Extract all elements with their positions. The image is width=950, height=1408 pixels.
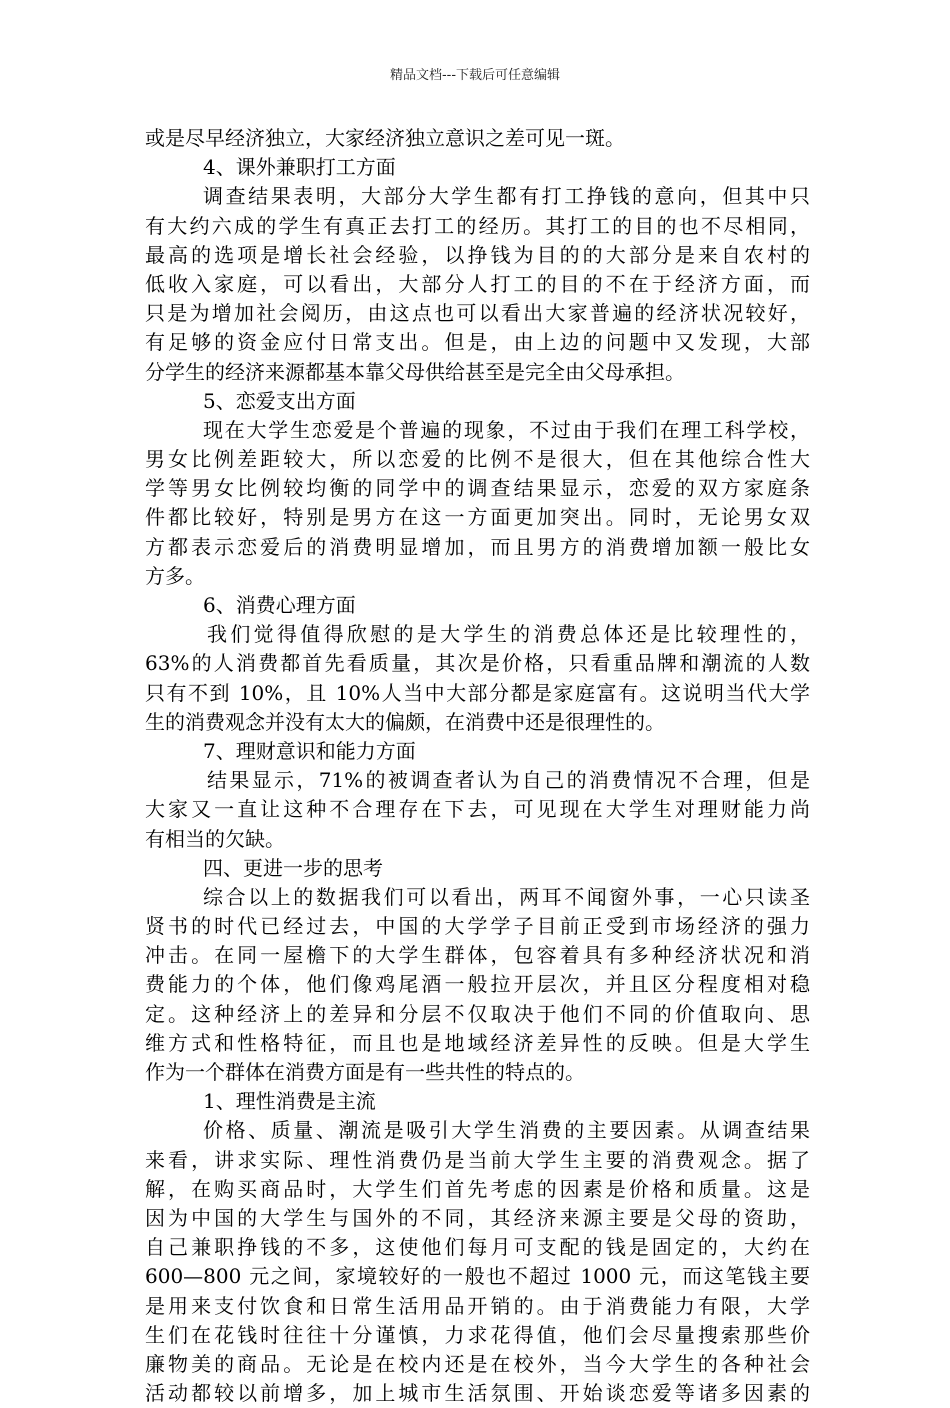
text-line: 只是为增加社会阅历，由这点也可以看出大家普遍的经济状况较好，: [145, 301, 810, 326]
text-line: 大家又一直让这种不合理存在下去，可见现在大学生对理财能力尚: [145, 797, 810, 822]
text-line: 63%的人消费都首先看质量，其次是价格，只看重品牌和潮流的人数: [145, 651, 810, 676]
text-line: 分学生的经济来源都基本靠父母供给甚至是完全由父母承担。: [145, 359, 685, 384]
text-line: 综合以上的数据我们可以看出，两耳不闻窗外事，一心只读圣: [203, 884, 810, 909]
text-line: 定。这种经济上的差异和分层不仅取决于他们不同的价值取向、思: [145, 1001, 810, 1026]
text-line: 调查结果表明，大部分大学生都有打工挣钱的意向，但其中只: [203, 184, 810, 209]
text-line: 结果显示，71%的被调查者认为自己的消费情况不合理，但是: [207, 768, 810, 793]
text-line: 生们在花钱时往往十分谨慎，力求花得值，他们会尽量搜索那些价: [145, 1322, 810, 1347]
text-line: 有大约六成的学生有真正去打工的经历。其打工的目的也不尽相同，: [145, 213, 810, 238]
text-line: 生的消费观念并没有太大的偏颇，在消费中还是很理性的。: [145, 709, 665, 734]
text-line: 活动都较以前增多，加上城市生活氛围、开始谈恋爱等诸多因素的: [145, 1381, 810, 1406]
text-line: 有足够的资金应付日常支出。但是，由上边的问题中又发现，大部: [145, 330, 810, 355]
document-body: [145, 124, 810, 1408]
text-line: 最高的选项是增长社会经验，以挣钱为目的的大部分是来自农村的: [145, 242, 810, 267]
text-line: 价格、质量、潮流是吸引大学生消费的主要因素。从调查结果: [203, 1118, 810, 1143]
text-line: 只有不到 10%，且 10%人当中大部分都是家庭富有。这说明当代大学: [145, 680, 810, 705]
text-line: 现在大学生恋爱是个普遍的现象，不过由于我们在理工科学校，: [203, 417, 810, 442]
text-line: 低收入家庭，可以看出，大部分人打工的目的不在于经济方面，而: [145, 271, 810, 296]
text-line: 600—800 元之间，家境较好的一般也不超过 1000 元，而这笔钱主要: [145, 1264, 810, 1289]
section-heading: 1、理性消费是主流: [203, 1089, 376, 1114]
text-line: 作为一个群体在消费方面是有一些共性的特点的。: [145, 1060, 585, 1084]
section-heading: 5、恋爱支出方面: [203, 388, 356, 413]
text-line: 廉物美的商品。无论是在校内还是在校外，当今大学生的各种社会: [145, 1351, 810, 1376]
text-line: 冲击。在同一屋檐下的大学生群体，包容着具有多种经济状况和消: [145, 943, 810, 968]
text-line: 费能力的个体，他们像鸡尾酒一般拉开层次，并且区分程度相对稳: [145, 972, 810, 997]
text-line: 是用来支付饮食和日常生活用品开销的。由于消费能力有限，大学: [145, 1293, 810, 1318]
text-line: 维方式和性格特征，而且也是地域经济差异性的反映。但是大学生: [145, 1030, 810, 1055]
text-line: 来看，讲求实际、理性消费仍是当前大学生主要的消费观念。据了: [145, 1147, 810, 1172]
text-line: 方都表示恋爱后的消费明显增加，而且男方的消费增加额一般比女: [145, 534, 810, 559]
text-line: 男女比例差距较大，所以恋爱的比例不是很大，但在其他综合性大: [145, 447, 810, 472]
section-heading: 6、消费心理方面: [203, 593, 356, 617]
page-header: 精品文档---下载后可任意编辑: [389, 68, 561, 83]
text-line: 学等男女比例较均衡的同学中的调查结果显示，恋爱的双方家庭条: [145, 476, 810, 501]
text-line: 自己兼职挣钱的不多，这使他们每月可支配的钱是固定的，大约在: [145, 1235, 810, 1260]
text-line: 解，在购买商品时，大学生们首先考虑的因素是价格和质量。这是: [145, 1176, 810, 1201]
section-heading: 四、更进一步的思考: [203, 855, 383, 880]
text-line: 有相当的欠缺。: [145, 826, 285, 851]
text-line: 件都比较好，特别是男方在这一方面更加突出。同时，无论男女双: [145, 505, 810, 530]
text-line: 因为中国的大学生与国外的不同，其经济来源主要是父母的资助，: [145, 1205, 810, 1230]
text-line: 我们觉得值得欣慰的是大学生的消费总体还是比较理性的，: [207, 622, 810, 647]
text-line: 贤书的时代已经过去，中国的大学学子目前正受到市场经济的强力: [145, 914, 810, 939]
section-heading: 7、理财意识和能力方面: [203, 738, 416, 763]
text-line: 方多。: [145, 563, 205, 588]
text-line: 或是尽早经济独立，大家经济独立意识之差可见一斑。: [145, 126, 625, 150]
section-heading: 4、课外兼职打工方面: [203, 155, 396, 180]
